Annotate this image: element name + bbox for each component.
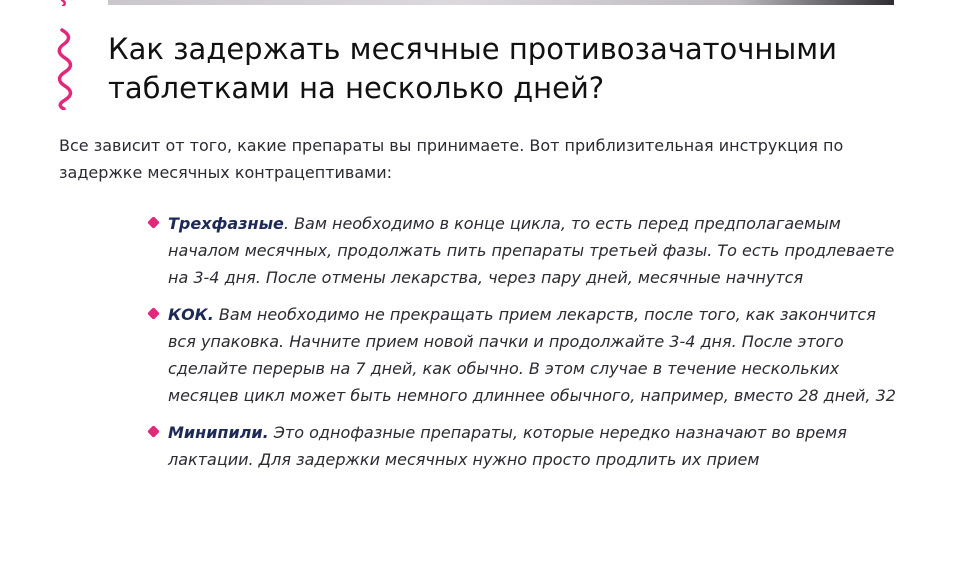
pink-squiggle-tail-icon: [60, 0, 70, 6]
instructions-list: [148, 210, 908, 483]
list-item-text: Вам необходимо не прекращать прием лекарств, после того, как закончится вся упаковка. Начните прием новой пачки и продолжайте 3-4 дня. После этого сделайте перерыв на 7 дней, как обычно. В этом случае в течение нескольких месяцев цикл может быть немного длиннее обычного, например, вместо 28 дней, 32: [168, 305, 896, 405]
list-item-triphasic: [148, 210, 908, 291]
section-heading-block: [56, 28, 936, 112]
bullet-marker-icon: [147, 307, 160, 320]
article-image-bottom-edge: [108, 0, 894, 5]
pink-squiggle-icon: [56, 28, 80, 110]
list-item-term: Трехфазные: [168, 214, 284, 233]
list-item-text: Это однофазные препараты, которые нередко назначают во время лактации. Для задержки месячных нужно просто продлить их прием: [168, 423, 847, 469]
list-item-coc: [148, 301, 908, 409]
list-item-term: Минипили.: [168, 423, 269, 442]
bullet-marker-icon: [147, 425, 160, 438]
intro-paragraph: Все зависит от того, какие препараты вы принимаете. Вот приблизительная инструкция по задержке месячных контрацептивами:: [59, 136, 844, 182]
section-heading: Как задержать месячные противозачаточными таблетками на несколько дней?: [108, 32, 837, 105]
list-item-term: КОК.: [168, 305, 214, 324]
list-item-minipill: [148, 419, 908, 473]
bullet-marker-icon: [147, 216, 160, 229]
list-item-text: . Вам необходимо в конце цикла, то есть перед предполагаемым началом месячных, продолжать пить препараты третьей фазы. То есть продлеваете на 3-4 дня. После отмены лекарства, через пару дней, месячные начнутся: [168, 214, 895, 287]
